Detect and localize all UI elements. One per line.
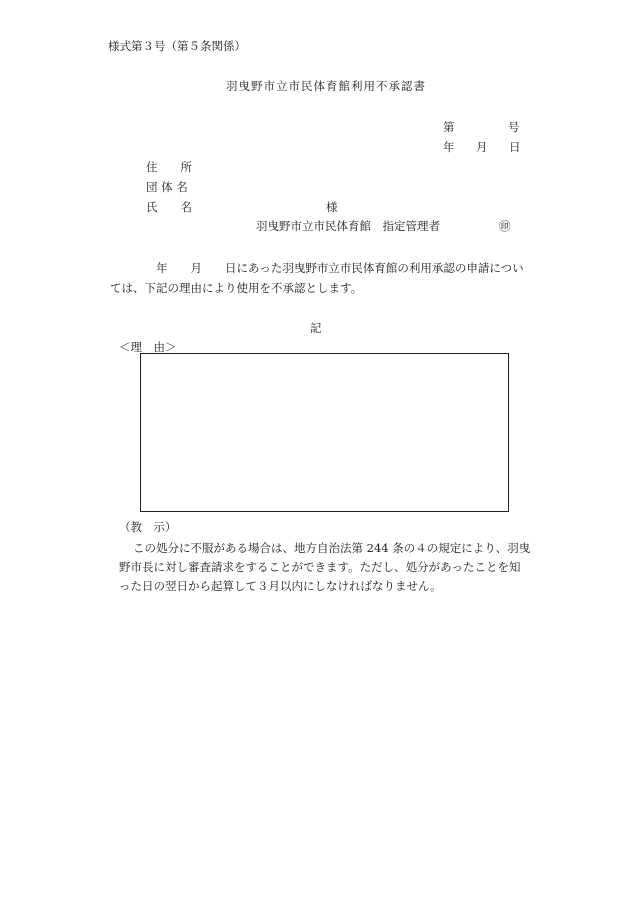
reason-label: ＜理 由＞ [119, 340, 177, 354]
notice-line-3: った日の翌日から起算して３月以内にしなければなりません。 [119, 579, 442, 593]
address-label: 住 所 [146, 160, 192, 174]
body-line-1: 年 月 日にあった羽曳野市立市民体育館の利用承認の申請につい [156, 261, 524, 275]
notice-line-2: 野市長に対し審査請求をすることができます。ただし、処分があったことを知 [119, 560, 521, 574]
date-year: 年 [443, 140, 455, 154]
notice-line-1: この処分に不服がある場合は、地方自治法第 244 条の４の規定により、羽曳 [133, 541, 531, 555]
date-day: 日 [509, 140, 521, 154]
date-month: 月 [476, 140, 488, 154]
group-name-label: 団 体 名 [146, 180, 188, 194]
name-label: 氏 名 [146, 200, 192, 214]
document-title: 羽曳野市立市民体育館利用不承認書 [226, 79, 426, 93]
notice-label: （教 示） [119, 520, 177, 534]
form-number: 様式第３号（第５条関係） [108, 39, 246, 53]
honorific-sama: 様 [326, 200, 338, 214]
reason-box [140, 353, 509, 512]
seal-mark: ㊞ [499, 219, 511, 233]
ki-heading: 記 [310, 321, 322, 335]
issuer-label: 羽曳野市立市民体育館 指定管理者 [256, 219, 440, 233]
doc-number-go: 号 [508, 120, 520, 134]
doc-number-dai: 第 [443, 120, 455, 134]
body-line-2: ては、下記の理由により使用を不承認とします。 [110, 281, 363, 295]
